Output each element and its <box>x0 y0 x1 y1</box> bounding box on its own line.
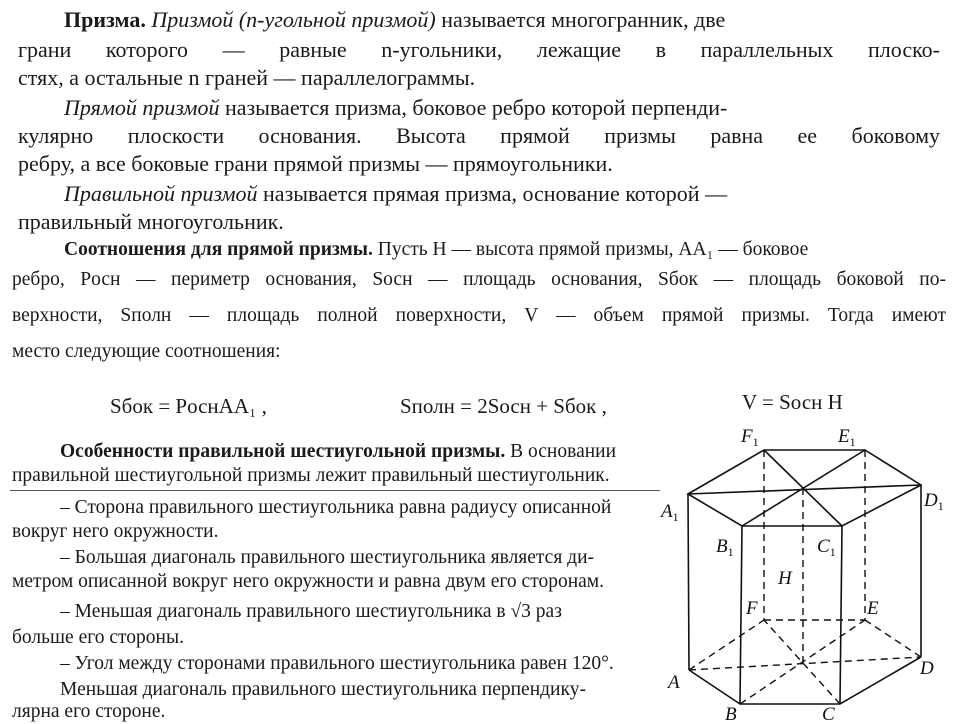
hex-line1-text: В основании <box>510 441 617 462</box>
relations-line1-text: Пусть H — высота прямой призмы, AA₁ — боковое <box>377 239 809 260</box>
diag-AD-hidden <box>689 657 921 670</box>
p2-line1-text: называется призма, боковое ребро которой перпенди- <box>224 95 728 120</box>
label-F: F <box>746 598 758 619</box>
edge-AA1 <box>688 494 689 670</box>
hex-item-3-line2: больше его стороны. <box>12 627 184 648</box>
formula-total-area: Sполн = 2Sосн + Sбок , <box>400 394 607 418</box>
formula-volume: V = Sосн H <box>742 390 843 414</box>
relations-line3: верхности, Sполн — площадь полной поверхности, V — объем прямой призмы. Тогда имеют <box>12 305 946 326</box>
label-E1: $E_1$ <box>838 426 856 449</box>
p2-line3: ребру, а все боковые грани прямой призмы — прямоугольники. <box>18 151 613 176</box>
hex-heading: Особенности правильной шестиугольной призмы. <box>60 441 506 462</box>
p1-line3: стях, а остальные n граней — параллелограммы. <box>18 65 476 90</box>
label-B1: $B_1$ <box>716 536 734 559</box>
p1-line2: грани которого — равные n-угольники, лежащие в параллельных плоско- <box>18 37 940 62</box>
label-D1: $D_1$ <box>924 490 944 513</box>
relations-line2: ребро, Pосн — периметр основания, Sосн — площадь основания, Sбок — площадь боковой по- <box>12 269 946 290</box>
hex-item-1-line1: – Сторона правильного шестиугольника равна радиусу описанной <box>60 497 612 518</box>
hex-item-5-line1: Меньшая диагональ правильного шестиугольника перпендику- <box>60 679 586 700</box>
p3-line1-text: называется прямая призма, основание которой — <box>263 181 728 206</box>
label-F1: $F_1$ <box>741 426 759 449</box>
edge-CC1 <box>840 526 842 704</box>
label-C: C <box>822 704 835 720</box>
label-A: A <box>668 672 680 693</box>
p2-term: Прямой призмой <box>64 95 220 120</box>
edge-BB1 <box>740 526 742 704</box>
edge-ED-hidden <box>865 620 921 657</box>
p1-term2: Призмой (n-угольной призмой) <box>151 7 436 32</box>
bottom-hexagon-front <box>689 657 921 704</box>
label-C1: $C_1$ <box>817 536 836 559</box>
p2-line2: кулярно плоскости основания. Высота прямой призмы равна ее боковому <box>18 123 940 148</box>
label-D: D <box>920 658 934 679</box>
hex-item-3-line1: – Меньшая диагональ правильного шестиугольника в √3 раз <box>60 601 562 622</box>
hex-item-5-line2: лярна его стороне. <box>12 701 166 722</box>
edge-AF-hidden <box>689 620 764 670</box>
p1-term1: Призма. <box>64 7 146 32</box>
p3-line2: правильный многоугольник. <box>18 209 284 234</box>
hex-item-1-line2: вокруг него окружности. <box>12 521 219 542</box>
label-B: B <box>725 704 737 720</box>
relations-line4: место следующие соотношения: <box>12 341 281 362</box>
hex-item-4-line1: – Угол между сторонами правильного шестиугольника равен 120°. <box>60 653 614 674</box>
label-A1: $A_1$ <box>661 501 679 524</box>
label-H: H <box>778 568 792 589</box>
formula-lateral-area: Sбок = PоснAA₁ , <box>110 394 267 418</box>
hex-item-2-line1: – Большая диагональ правильного шестиугольника является ди- <box>60 547 595 568</box>
label-E: E <box>867 598 879 619</box>
relations-heading: Соотношения для прямой призмы. <box>64 239 373 260</box>
hex-item-2-line2: метром описанной вокруг него окружности и равна двум его сторонам. <box>12 571 605 592</box>
p3-term: Правильной призмой <box>64 181 258 206</box>
p1-line1-text: называется многогранник, две <box>441 7 726 32</box>
hex-line2: правильной шестиугольной призмы лежит правильный шестиугольник. <box>12 465 610 486</box>
